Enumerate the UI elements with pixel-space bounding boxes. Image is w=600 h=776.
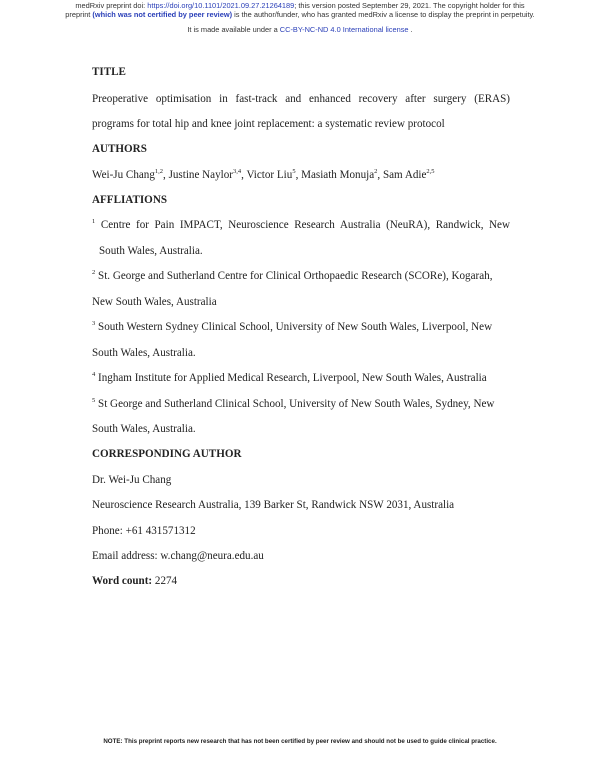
affiliation-4: $^4$ Ingham Institute for Applied Medical Research, Liverpool, New South Wales, Australia bbox=[92, 371, 487, 384]
preprint-header-line-2: preprint (which was not certified by peer review) is the author/funder, who has granted medRxiv a license to display the preprint in perpetuity. bbox=[65, 10, 535, 19]
affiliation-2: $^2$ St. George and Sutherland Centre for Clinical Orthopaedic Research (SCORe), Kogarah, bbox=[92, 269, 493, 282]
license-link[interactable]: CC-BY-NC-ND 4.0 International license bbox=[279, 25, 409, 34]
affiliation-3-cont: South Wales, Australia. bbox=[92, 347, 196, 359]
corresponding-address: Neuroscience Research Australia, 139 Barker St, Randwick NSW 2031, Australia bbox=[92, 499, 455, 511]
license-line: It is made available under a CC-BY-NC-ND 4.0 International license . bbox=[187, 25, 413, 34]
title-line-1: Preoperative optimisation in fast-track and enhanced recovery after surgery (ERAS) bbox=[92, 93, 510, 105]
footer-note: NOTE: This preprint reports new research that has not been certified by peer review and should not be used to guide clinical practice. bbox=[103, 738, 497, 745]
author: Masiath Monuja$^2$, bbox=[301, 168, 383, 181]
corresponding-name: Dr. Wei-Ju Chang bbox=[92, 474, 172, 486]
title-line-2: programs for total hip and knee joint replacement: a systematic review protocol bbox=[92, 118, 445, 130]
word-count-label: Word count: bbox=[92, 575, 153, 587]
affiliation-5: $^5$ St George and Sutherland Clinical School, University of New South Wales, Sydney, New bbox=[92, 397, 495, 410]
authors-heading: AUTHORS bbox=[92, 143, 147, 155]
preprint-header-line-1: medRxiv preprint doi: https://doi.org/10.1101/2021.09.27.21264189; this version posted September 29, 2021. The copyright holder for this bbox=[75, 1, 525, 10]
affiliation-3: $^3$ South Western Sydney Clinical School, University of New South Wales, Liverpool, New bbox=[92, 320, 493, 333]
author: Wei-Ju Chang$^{1,2}$, bbox=[92, 168, 169, 181]
not-peer-reviewed-notice: (which was not certified by peer review) bbox=[92, 10, 233, 19]
affiliation-5-cont: South Wales, Australia. bbox=[92, 423, 196, 435]
affiliation-1-cont: South Wales, Australia. bbox=[99, 245, 203, 257]
affiliation-2-cont: New South Wales, Australia bbox=[92, 296, 217, 308]
word-count-value: 2274 bbox=[154, 575, 178, 587]
title-heading: TITLE bbox=[92, 66, 126, 78]
author-list bbox=[92, 169, 435, 181]
author: Justine Naylor$^{3,4}$, bbox=[168, 168, 247, 181]
corresponding-heading: CORRESPONDING AUTHOR bbox=[92, 448, 242, 460]
author: Sam Adie$^{2,5}$ bbox=[382, 168, 435, 181]
word-count bbox=[92, 575, 177, 587]
author: Victor Liu$^5$, bbox=[246, 168, 302, 181]
affiliations-heading: AFFLIATIONS bbox=[92, 194, 167, 206]
doi-link[interactable]: https://doi.org/10.1101/2021.09.27.21264189 bbox=[147, 1, 295, 10]
corresponding-phone: Phone: +61 431571312 bbox=[92, 525, 196, 537]
affiliation-1: $^1$ Centre for Pain IMPACT, Neuroscience Research Australia (NeuRA), Randwick, New bbox=[92, 218, 510, 231]
corresponding-email: Email address: w.chang@neura.edu.au bbox=[92, 550, 264, 562]
